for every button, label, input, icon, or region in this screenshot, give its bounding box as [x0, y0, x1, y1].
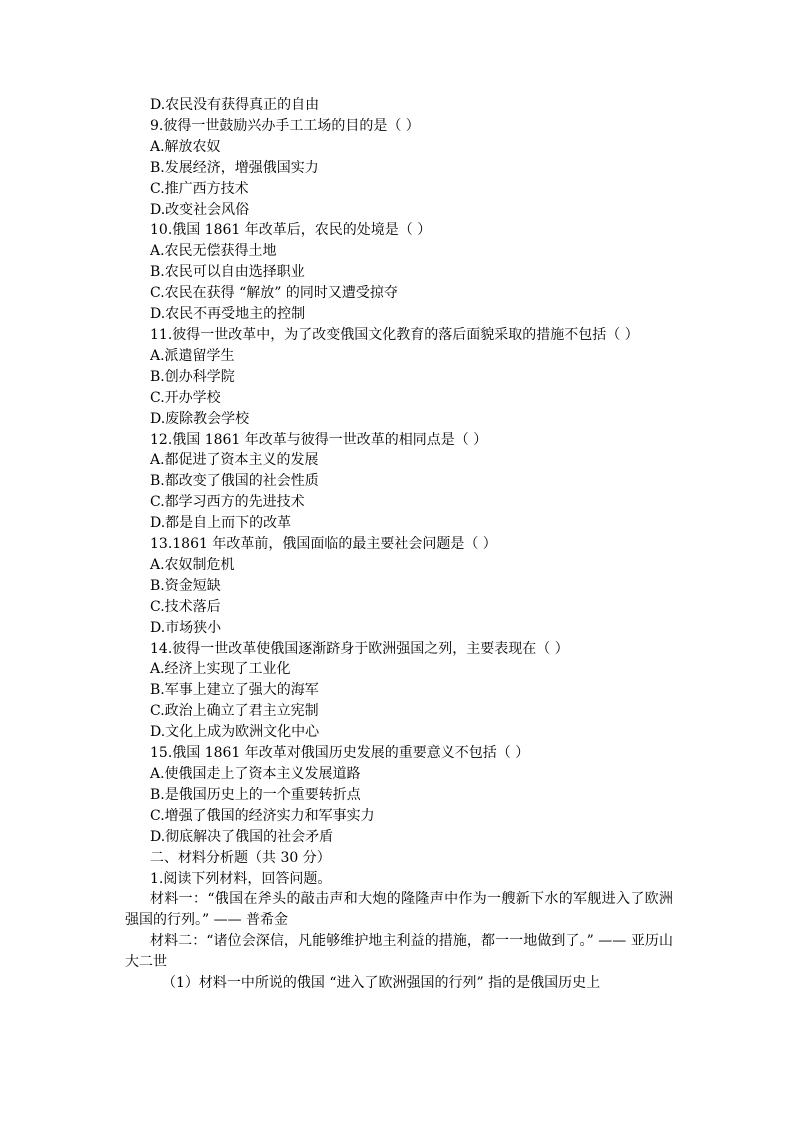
text-line: C.农民在获得 “解放” 的同时又遭受掠夺	[150, 285, 398, 302]
text-line: 13.1861 年改革前，俄国面临的最主要社会问题是（ ）	[150, 536, 497, 553]
text-line: D.改变社会风俗	[150, 201, 250, 218]
text-line: 15.俄国 1861 年改革对俄国历史发展的重要意义不包括（ ）	[150, 745, 530, 762]
text-line: A.农奴制危机	[150, 556, 235, 573]
text-line: A.都促进了资本主义的发展	[150, 452, 319, 469]
text-line: B.都改变了俄国的社会性质	[150, 473, 319, 490]
text-line: C.推广西方技术	[150, 180, 249, 197]
text-line: 材料一：“俄国在斧头的敲击声和大炮的隆隆声中作为一艘新下水的军舰进入了欧洲强国的行列。” —— 普希金	[125, 891, 673, 929]
text-line: 12.俄国 1861 年改革与彼得一世改革的相同点是（ ）	[150, 431, 488, 448]
text-line: 9.彼得一世鼓励兴办手工工场的目的是（ ）	[150, 117, 420, 134]
text-line: D.农民不再受地主的控制	[150, 306, 306, 323]
text-line: （1）材料一中所说的俄国 “进入了欧洲强国的行列” 指的是俄国历史上	[162, 975, 601, 992]
text-line: B.发展经济，增强俄国实力	[150, 159, 319, 176]
text-line: C.开办学校	[150, 389, 221, 406]
text-line: C.都学习西方的先进技术	[150, 494, 305, 511]
text-line: A.解放农奴	[150, 138, 221, 155]
text-line: 材料二：“诸位会深信，凡能够维护地主利益的措施，都一一地做到了。” —— 亚历山大二世	[125, 933, 673, 971]
text-line: 14.彼得一世改革使俄国逐渐跻身于欧洲强国之列，主要表现在（ ）	[150, 640, 569, 657]
text-line: D.彻底解决了俄国的社会矛盾	[150, 828, 334, 845]
exam-text-body	[125, 95, 673, 994]
text-line: C.政治上确立了君主立宪制	[150, 703, 319, 720]
text-line: 11.彼得一世改革中，为了改变俄国文化教育的落后面貌采取的措施不包括（ ）	[150, 326, 639, 343]
text-line: B.创办科学院	[150, 368, 235, 385]
text-line: C.技术落后	[150, 598, 221, 615]
text-line: D.农民没有获得真正的自由	[150, 97, 320, 113]
text-line: B.是俄国历史上的一个重要转折点	[150, 786, 361, 803]
text-line: 1.阅读下列材料，回答问题。	[150, 870, 332, 887]
text-line: D.市场狭小	[150, 619, 222, 636]
text-line: C.增强了俄国的经济实力和军事实力	[150, 807, 375, 824]
text-line: B.资金短缺	[150, 577, 221, 594]
text-line: D.废除教会学校	[150, 410, 250, 427]
text-line: 10.俄国 1861 年改革后，农民的处境是（ ）	[150, 222, 432, 239]
text-line: D.都是自上而下的改革	[150, 515, 292, 532]
text-line: A.使俄国走上了资本主义发展道路	[150, 766, 361, 782]
text-line: D.文化上成为欧洲文化中心	[150, 724, 320, 741]
text-line: A.农民无偿获得土地	[150, 243, 277, 260]
text-line: 二、材料分析题（共 30 分）	[150, 849, 331, 866]
text-line: A.经济上实现了工业化	[150, 661, 291, 678]
text-line: B.农民可以自由选择职业	[150, 264, 305, 281]
text-line: B.军事上建立了强大的海军	[150, 682, 319, 699]
text-line: A.派遣留学生	[150, 347, 235, 364]
